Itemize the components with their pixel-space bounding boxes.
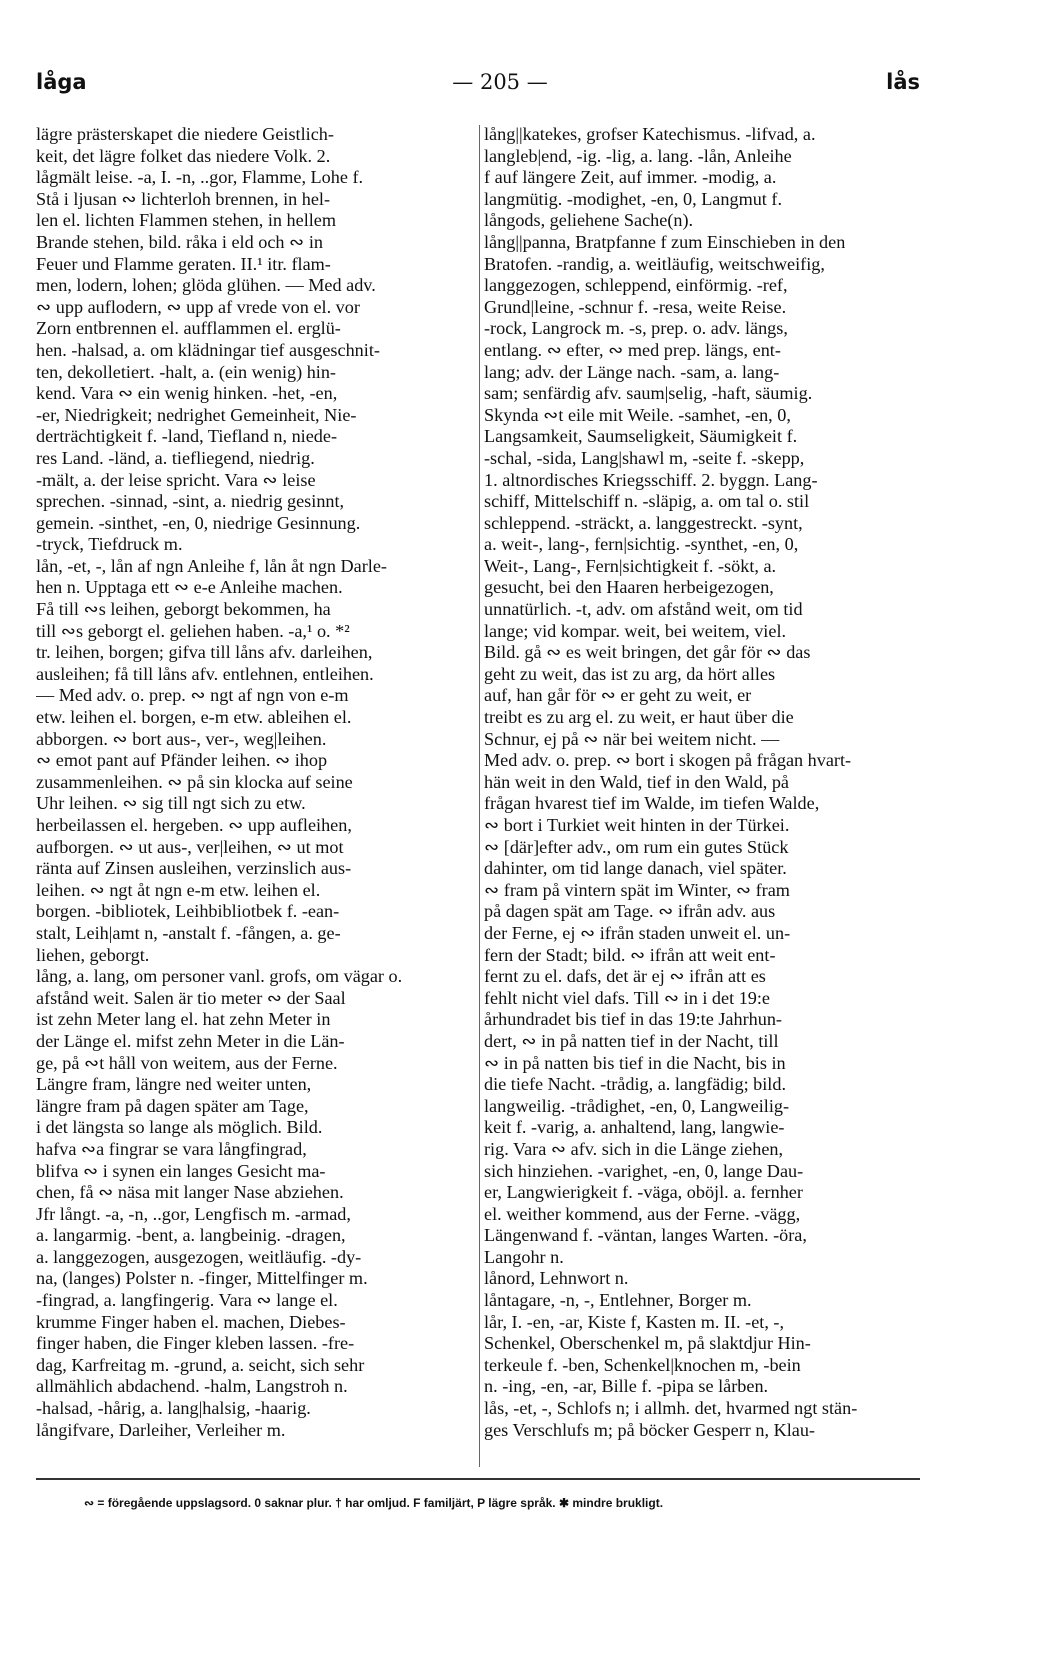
dictionary-line: chen, få ∾ näsa mit langer Nase abziehen. [36, 1182, 344, 1203]
dictionary-line: -halsad, -hårig, a. lang|halsig, -haarig. [36, 1398, 311, 1419]
dictionary-line: Längenwand f. -väntan, langes Warten. -öra, [484, 1225, 807, 1246]
dictionary-line: herbeilassen el. hergeben. ∾ upp aufleihen, [36, 815, 352, 835]
dictionary-line: Feuer und Flamme geraten. II.¹ itr. flam- [36, 253, 331, 274]
dictionary-line: långods, geliehene Sache(n). [484, 210, 694, 231]
dictionary-line: -schal, -sida, Lang|shawl m, -seite f. -skepp, [484, 447, 805, 468]
dictionary-line: Få till ∾s leihen, geborgt bekommen, ha [36, 599, 331, 620]
dictionary-line: lang; adv. der Länge nach. -sam, a. lang- [484, 361, 780, 382]
dictionary-line: sam; senfärdig afv. saum|selig, -haft, säumig. [484, 383, 813, 404]
dictionary-line: zusammenleihen. ∾ på sin klocka auf seine [36, 771, 353, 792]
dictionary-line: auf, han går för ∾ er geht zu weit, er [484, 685, 752, 706]
dictionary-line: århundradet bis tief in das 19:te Jahrhun- [484, 1009, 782, 1030]
dictionary-line: entlang. ∾ efter, ∾ med prep. längs, ent- [484, 339, 781, 360]
dictionary-line: tr. leihen, borgen; gifva till låns afv. darleihen, [36, 642, 373, 663]
dictionary-line: lång||katekes, grofser Katechismus. -lifvad, a. [484, 124, 816, 144]
left-column [36, 124, 474, 1441]
dictionary-line: men, lodern, lohen; glöda glühen. — Med adv. [36, 275, 376, 296]
dictionary-line: ∾ fram på vintern spät im Winter, ∾ fram [484, 879, 790, 900]
dictionary-line: frågan hvarest tief im Walde, im tiefen Walde, [484, 793, 820, 814]
dictionary-line: der Ferne, ej ∾ ifrån staden unweit el. un- [484, 922, 791, 943]
dictionary-line: ∾ in på natten bis tief in die Nacht, bis in [484, 1052, 786, 1073]
dictionary-line: lår, I. -en, -ar, Kiste f, Kasten m. II. -et, -, [484, 1311, 785, 1332]
dictionary-line: lägre prästerskapet die niedere Geistlich- [36, 124, 334, 144]
dictionary-line: — Med adv. o. prep. ∾ ngt af ngn von e-m [36, 685, 349, 706]
dictionary-line: die tiefe Nacht. -trådig, a. langfädig; bild. [484, 1074, 787, 1095]
dictionary-line: lång, a. lang, om personer vanl. grofs, om vägar o. [36, 966, 403, 987]
dictionary-line: lånord, Lehnwort n. [484, 1268, 629, 1289]
dictionary-line: leihen. ∾ ngt åt ngn e-m etw. leihen el. [36, 879, 321, 900]
dictionary-line: ge, på ∾t håll von weitem, aus der Ferne. [36, 1052, 338, 1073]
dictionary-line: lån, -et, -, lån af ngn Anleihe f, lån åt ngn Darle- [36, 555, 387, 576]
dictionary-line: liehen, geborgt. [36, 944, 150, 965]
dictionary-line: derträchtigkeit f. -land, Tiefland n, niede- [36, 426, 338, 447]
dictionary-line: låntagare, -n, -, Entlehner, Borger m. [484, 1290, 752, 1311]
dictionary-line: el. weither kommend, aus der Ferne. -vägg, [484, 1203, 801, 1224]
dictionary-line: Zorn entbrennen el. aufflammen el. erglü- [36, 318, 341, 339]
dictionary-line: schleppend. -sträckt, a. langgestreckt. -synt, [484, 512, 803, 533]
dictionary-line: fehlt nicht viel dafs. Till ∾ in i det 19:e [484, 987, 771, 1008]
page-header [36, 70, 920, 100]
dictionary-line: hän weit in den Wald, tief in den Wald, på [484, 771, 790, 792]
dictionary-line: lås, -et, -, Schlofs n; i allmh. det, hvarmed ngt stän- [484, 1398, 858, 1419]
footnote-divider [36, 1478, 920, 1480]
dictionary-line: treibt es zu arg el. zu weit, er haut über die [484, 707, 794, 728]
dictionary-line: Skynda ∾t eile mit Weile. -samhet, -en, 0, [484, 404, 791, 425]
right-column [484, 124, 924, 1441]
dictionary-line: finger haben, die Finger kleben lassen. -fre- [36, 1333, 355, 1354]
dictionary-line: i det längsta so lange als möglich. Bild. [36, 1117, 323, 1138]
dictionary-line: ∾ bort i Turkiet weit hinten in der Türkei. [484, 815, 790, 835]
dictionary-line: kend. Vara ∾ ein wenig hinken. -het, -en, [36, 383, 338, 404]
column-divider [479, 125, 480, 1467]
dictionary-line: ausleihen; få till låns afv. entlehnen, entleihen. [36, 663, 374, 684]
dictionary-line: hen. -halsad, a. om klädningar tief ausgeschnit- [36, 339, 380, 360]
dictionary-line: -rock, Langrock m. -s, prep. o. adv. längs, [484, 318, 788, 339]
dictionary-line: lågmält leise. -a, I. -n, ..gor, Flamme, Lohe f. [36, 167, 364, 188]
dictionary-line: längre fram på dagen später am Tage, [36, 1095, 309, 1116]
footnote-legend: ∾ = föregående uppslagsord. 0 saknar plur. † har omljud. F familjärt, P lägre språk. ✱ mindre brukligt. [84, 1496, 664, 1510]
dictionary-line: till ∾s geborgt el. geliehen haben. -a,¹ o. *² [36, 620, 350, 641]
dictionary-line: fernt zu el. dafs, det är ej ∾ ifrån att es [484, 966, 766, 987]
dictionary-line: keit, det lägre folket das niedere Volk. 2. [36, 145, 331, 166]
dictionary-line: Brande stehen, bild. råka i eld och ∾ in [36, 231, 323, 252]
dictionary-line: langgezogen, schleppend, einförmig. -ref, [484, 275, 788, 296]
dictionary-line: Bild. gå ∾ es weit bringen, det går för ∾ das [484, 642, 811, 663]
dictionary-line: fern der Stadt; bild. ∾ ifrån att weit ent- [484, 944, 776, 965]
dictionary-line: gesucht, bei den Haaren herbeigezogen, [484, 577, 774, 598]
dictionary-line: afstånd weit. Salen är tio meter ∾ der Saal [36, 987, 346, 1008]
dictionary-line: ten, dekolletiert. -halt, a. (ein wenig) hin- [36, 361, 336, 382]
dictionary-line: borgen. -bibliotek, Leihbibliotbek f. -ean- [36, 901, 340, 922]
dictionary-line: Med adv. o. prep. ∾ bort i skogen på frågan hvart- [484, 750, 852, 771]
dictionary-line: langleb|end, -ig. -lig, a. lang. -lån, Anleihe [484, 145, 792, 166]
dictionary-line: allmählich abdachend. -halm, Langstroh n. [36, 1376, 348, 1397]
dictionary-line: Jfr långt. -a, -n, ..gor, Lengfisch m. -armad, [36, 1203, 351, 1224]
dictionary-line: Längre fram, längre ned weiter unten, [36, 1074, 312, 1095]
dictionary-line: keit f. -varig, a. anhaltend, lang, langwie- [484, 1117, 785, 1138]
dictionary-line: geht zu weit, das ist zu arg, da hört alles [484, 663, 776, 684]
dictionary-line: langweilig. -trådighet, -en, 0, Langweilig- [484, 1095, 790, 1116]
dictionary-line: Schenkel, Oberschenkel m, på slaktdjur Hin- [484, 1333, 811, 1354]
page-number: — 205 — [452, 70, 548, 94]
dictionary-line: na, (langes) Polster n. -finger, Mittelfinger m. [36, 1268, 368, 1289]
dictionary-line: dag, Karfreitag m. -grund, a. seicht, sich sehr [36, 1354, 365, 1375]
dictionary-line: sich hinziehen. -varighet, -en, 0, lange Dau- [484, 1160, 804, 1181]
dictionary-line: krumme Finger haben el. machen, Diebes- [36, 1311, 346, 1332]
dictionary-line: Langohr n. [484, 1246, 564, 1267]
dictionary-line: etw. leihen el. borgen, e-m etw. ableihen el. [36, 707, 352, 728]
dictionary-line: Bratofen. -randig, a. weitläufig, weitschweifig, [484, 253, 825, 274]
dictionary-line: lång||panna, Bratpfanne f zum Einschieben in den [484, 231, 846, 252]
dictionary-line: ges Verschlufs m; på böcker Gesperr n, Klau- [484, 1419, 815, 1440]
dictionary-line: -fingrad, a. langfingerig. Vara ∾ lange el. [36, 1290, 338, 1311]
dictionary-line: er, Langwierigkeit f. -väga, oböjl. a. fernher [484, 1182, 803, 1203]
dictionary-line: sprechen. -sinnad, -sint, a. niedrig gesinnt, [36, 491, 345, 512]
dictionary-line: aufborgen. ∾ ut aus-, ver|leihen, ∾ ut mot [36, 836, 344, 857]
dictionary-line: stalt, Leih|amt n, -anstalt f. -fången, a. ge- [36, 922, 341, 943]
dictionary-line: a. langgezogen, ausgezogen, weitläufig. -dy- [36, 1246, 362, 1267]
dictionary-line: -mält, a. der leise spricht. Vara ∾ leise [36, 469, 316, 490]
dictionary-line: gemein. -sinthet, -en, 0, niedrige Gesinnung. [36, 512, 361, 533]
dictionary-line: unnatürlich. -t, adv. om afstånd weit, om tid [484, 599, 803, 620]
dictionary-line: der Länge el. mifst zehn Meter in die Län- [36, 1030, 345, 1051]
dictionary-line: a. langarmig. -bent, a. langbeinig. -dragen, [36, 1225, 346, 1246]
right-headword: lås [886, 70, 920, 94]
dictionary-line: -tryck, Tiefdruck m. [36, 534, 183, 555]
dictionary-line: Grund|leine, -schnur f. -resa, weite Reise. [484, 296, 787, 317]
dictionary-line: ist zehn Meter lang el. hat zehn Meter in [36, 1009, 331, 1030]
dictionary-line: hafva ∾a fingrar se vara långfingrad, [36, 1138, 307, 1159]
dictionary-line: terkeule f. -ben, Schenkel|knochen m, -bein [484, 1354, 801, 1375]
left-headword: låga [36, 70, 87, 94]
dictionary-line: långifvare, Darleiher, Verleiher m. [36, 1419, 286, 1440]
dictionary-line: schiff, Mittelschiff n. -släpig, a. om tal o. stil [484, 491, 810, 512]
dictionary-line: len el. lichten Flammen stehen, in hellem [36, 210, 337, 231]
dictionary-line: lange; vid kompar. weit, bei weitem, viel. [484, 620, 787, 641]
dictionary-line: dahinter, om tid lange danach, viel später. [484, 858, 787, 879]
dictionary-line: ∾ emot pant auf Pfänder leihen. ∾ ihop [36, 750, 328, 771]
dictionary-line: ∾ upp auflodern, ∾ upp af vrede von el. vor [36, 296, 360, 317]
dictionary-line: Weit-, Lang-, Fern|sichtigkeit f. -sökt, a. [484, 555, 777, 576]
dictionary-line: ränta auf Zinsen ausleihen, verzinslich aus- [36, 858, 352, 879]
dictionary-line: abborgen. ∾ bort aus-, ver-, weg|leihen. [36, 728, 327, 749]
dictionary-line: ∾ [där]efter adv., om rum ein gutes Stück [484, 836, 789, 857]
dictionary-line: a. weit-, lang-, fern|sichtig. -synthet, -en, 0, [484, 534, 799, 555]
dictionary-line: dert, ∾ in på natten tief in der Nacht, till [484, 1030, 779, 1051]
dictionary-line: Uhr leihen. ∾ sig till ngt sich zu etw. [36, 793, 306, 814]
dictionary-line: Stå i ljusan ∾ lichterloh brennen, in hel- [36, 188, 331, 209]
dictionary-line: langmütig. -modighet, -en, 0, Langmut f. [484, 188, 783, 209]
dictionary-line: Schnur, ej på ∾ när bei weitem nicht. — [484, 728, 780, 749]
dictionary-line: 1. altnordisches Kriegsschiff. 2. byggn. Lang- [484, 469, 818, 490]
dictionary-line: res Land. -länd, a. tiefliegend, niedrig. [36, 447, 315, 468]
dictionary-line: hen n. Upptaga ett ∾ e-e Anleihe machen. [36, 577, 343, 598]
dictionary-line: på dagen spät am Tage. ∾ ifrån adv. aus [484, 901, 776, 922]
dictionary-line: n. -ing, -en, -ar, Bille f. -pipa se lårben. [484, 1376, 769, 1397]
dictionary-line: rig. Vara ∾ afv. sich in die Länge ziehen, [484, 1138, 784, 1159]
dictionary-line: blifva ∾ i synen ein langes Gesicht ma- [36, 1160, 326, 1181]
dictionary-line: Langsamkeit, Saumseligkeit, Säumigkeit f. [484, 426, 798, 447]
dictionary-line: -er, Niedrigkeit; nedrighet Gemeinheit, Nie- [36, 404, 357, 425]
dictionary-line: f auf längere Zeit, auf immer. -modig, a. [484, 167, 777, 188]
